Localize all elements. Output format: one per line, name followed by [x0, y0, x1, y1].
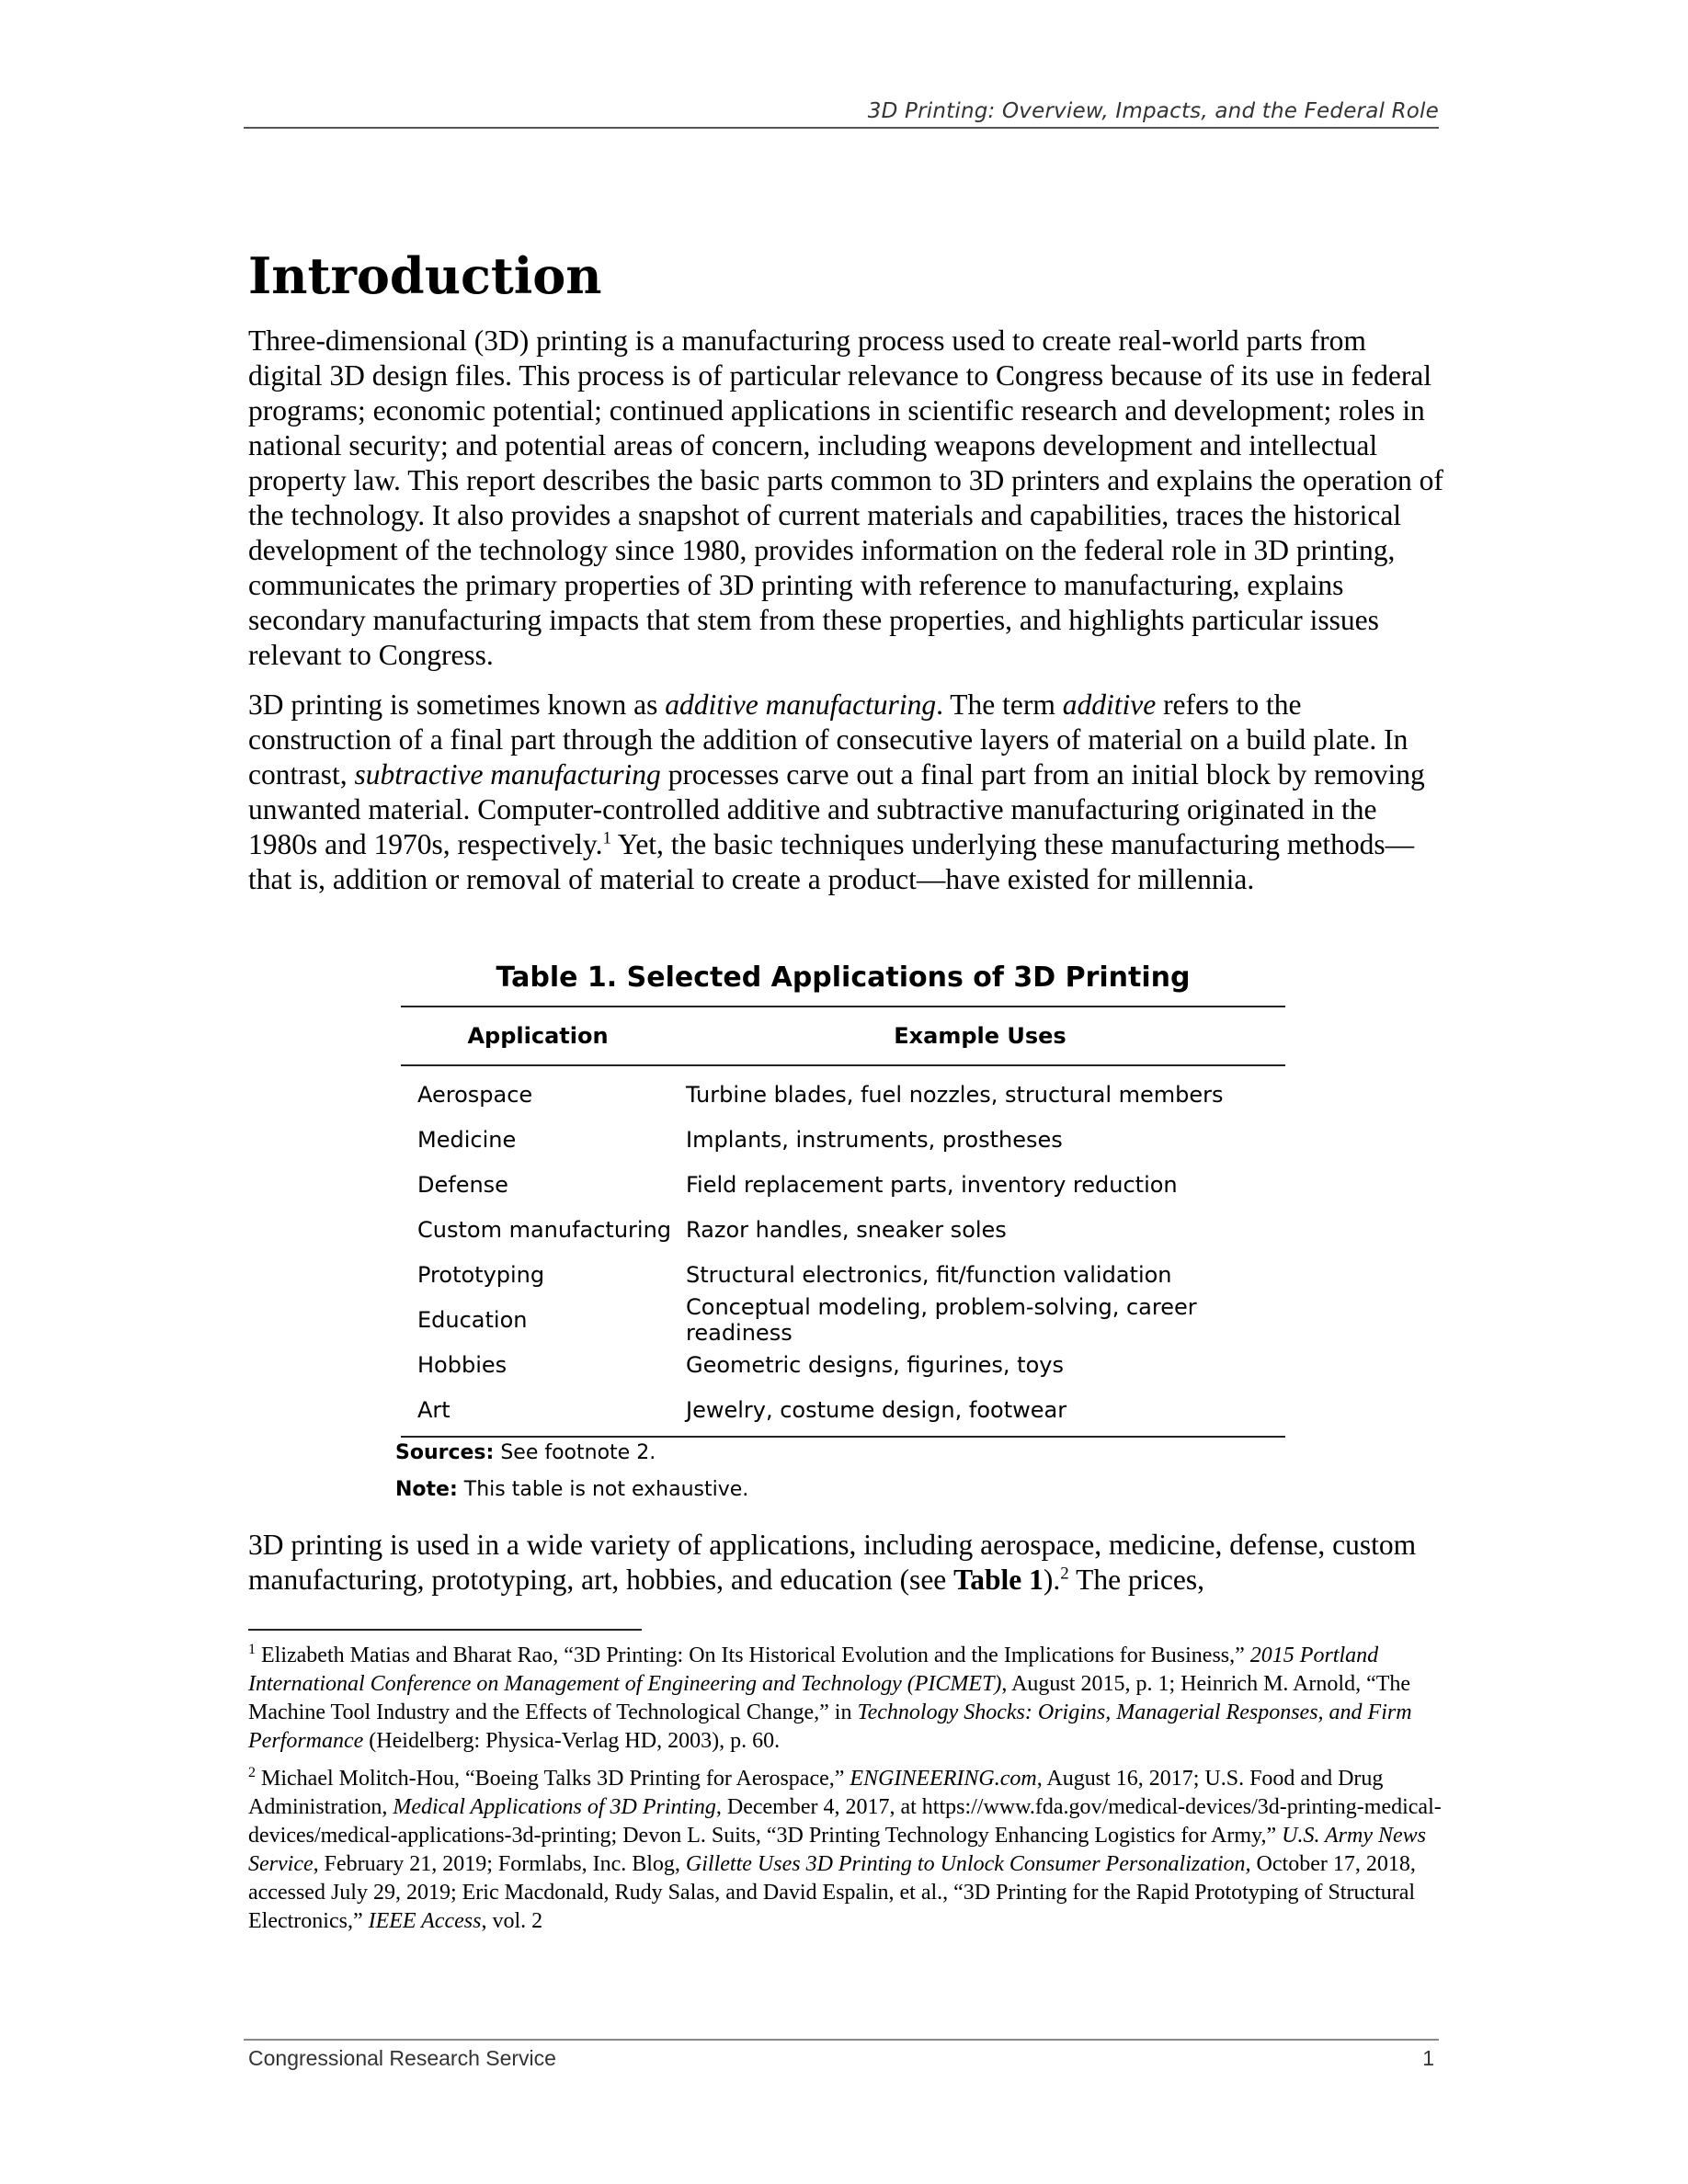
- table-row: [401, 1207, 1285, 1252]
- footnote-number: 2: [248, 1765, 256, 1780]
- p3-text: ).: [1043, 1564, 1061, 1596]
- example-uses-cell: Conceptual modeling, problem-solving, career readiness: [686, 1293, 1197, 1346]
- application-cell: Art: [417, 1396, 451, 1423]
- table-row: [401, 1162, 1285, 1207]
- running-header: 3D Printing: Overview, Impacts, and the Federal Role: [867, 99, 1439, 123]
- footnote-1: [248, 1642, 1443, 1756]
- footer-publisher: Congressional Research Service: [248, 2046, 556, 2070]
- p2-term-additive-manufacturing: additive manufacturing: [665, 688, 937, 721]
- fn-text: (Heidelberg: Physica-Verlag HD, 2003), p. 60.: [363, 1729, 781, 1753]
- application-cell: Prototyping: [417, 1261, 545, 1288]
- footnotes: [248, 1642, 1443, 1945]
- application-cell: Defense: [417, 1171, 508, 1198]
- footnote-ref-2[interactable]: 2: [1060, 1564, 1069, 1584]
- p2-text: . The term: [936, 688, 1063, 721]
- fn-text: , February 21, 2019; Formlabs, Inc. Blog,: [313, 1852, 686, 1876]
- applications-paragraph: [248, 1528, 1443, 1598]
- note-text: This table is not exhaustive.: [457, 1478, 749, 1501]
- table-title: Table 1. Selected Applications of 3D Printing: [496, 961, 1191, 994]
- fn-text: Michael Molitch-Hou, “Boeing Talks 3D Printing for Aerospace,”: [256, 1767, 850, 1791]
- fn-text: , August 2015, p. 1; Heinrich M. Arnold, “The Machine Tool Industry and the Effects of Technological Change,” in: [248, 1672, 1411, 1724]
- intro-paragraph-1: Three-dimensional (3D) printing is a manufacturing process used to create real-world parts from digital 3D design files. This process is of particular relevance to Congress because of its use in federal programs; economic potential; continued applications in scientific research and development; roles in national security; and potential areas of concern, including weapons development and intellectual property law. This report describes the basic parts common to 3D printers and explains the operation of the technology. It also provides a snapshot of current materials and capabilities, traces the historical development of the technology since 1980, provides information on the federal role in 3D printing, communicates the primary properties of 3D printing with reference to manufacturing, explains secondary manufacturing impacts that stem from these properties, and highlights particular issues relevant to Congress.: [248, 324, 1443, 671]
- fn-text: , August 16, 2017; U.S. Food and Drug Administration,: [248, 1767, 1384, 1819]
- footnote-2: [248, 1765, 1443, 1936]
- table-row: [401, 1342, 1285, 1387]
- page-number: 1: [1422, 2046, 1434, 2070]
- application-cell: Medicine: [417, 1126, 517, 1153]
- column-header-example-uses: Example Uses: [894, 1023, 1066, 1049]
- table-header-row: [401, 1007, 1285, 1066]
- p2-term-subtractive-manufacturing: subtractive manufacturing: [354, 758, 661, 791]
- fn-text: , vol. 2: [481, 1909, 543, 1933]
- fn-italic: Technology Shocks: Origins, Managerial Responses, and Firm Performance: [248, 1701, 1412, 1753]
- fn-text: October 17, 2018, accessed July 29, 2019; Eric Macdonald, Rudy Salas, and David Espalin, et al., “3D Printing for the Rapid Prototyping of Structural Electronics,”: [248, 1852, 1416, 1933]
- table-row: [401, 1072, 1285, 1117]
- example-uses-cell: Field replacement parts, inventory reduction: [686, 1171, 1178, 1198]
- table-row: [401, 1293, 1285, 1346]
- applications-table: [401, 1006, 1285, 1438]
- footnote-separator: [248, 1629, 642, 1631]
- table-row: [401, 1252, 1285, 1297]
- fn-italic: U.S. Army News Service: [248, 1824, 1426, 1876]
- example-uses-cell: Implants, instruments, prostheses: [686, 1126, 1063, 1153]
- fn-italic: ENGINEERING.com: [850, 1767, 1037, 1791]
- fn-italic: 2015 Portland International Conference on Management of Engineering and Technology (PICMET): [248, 1644, 1379, 1696]
- table-note: [395, 1478, 748, 1501]
- p2-term-additive: additive: [1062, 688, 1157, 721]
- fn-text: , December 4, 2017, at https://www.fda.gov/medical-devices/3d-printing-medical-devices/medical-applications-3d-printing; Devon L. Suits, “3D Printing Technology Enhancing Logistics for Army,”: [248, 1795, 1442, 1848]
- p3-text: 3D printing is used in a wide variety of applications, including aerospace, medicine, defense, custom manufacturing, prototyping, art, hobbies, and education (see: [248, 1529, 1417, 1596]
- p3-text: The prices,: [1068, 1564, 1205, 1596]
- p2-text: 3D printing is sometimes known as: [248, 688, 666, 721]
- table-sources: [395, 1441, 656, 1464]
- footer-rule: [244, 2039, 1439, 2041]
- sources-label: Sources:: [395, 1441, 495, 1464]
- fn-italic: Medical Applications of 3D Printing: [393, 1795, 716, 1819]
- table-row: [401, 1117, 1285, 1162]
- example-uses-cell: Turbine blades, fuel nozzles, structural members: [686, 1081, 1224, 1108]
- header-rule: [244, 127, 1439, 129]
- application-cell: Aerospace: [417, 1081, 533, 1108]
- example-uses-cell: Geometric designs, figurines, toys: [686, 1351, 1064, 1378]
- footnote-ref-1[interactable]: 1: [602, 828, 612, 848]
- example-uses-cell: Jewelry, costume design, footwear: [686, 1396, 1067, 1423]
- application-cell: Custom manufacturing: [417, 1216, 672, 1243]
- footnote-number: 1: [248, 1642, 256, 1657]
- example-uses-cell: Razor handles, sneaker soles: [686, 1216, 1007, 1243]
- application-cell: Education: [417, 1306, 528, 1333]
- note-label: Note:: [395, 1478, 458, 1501]
- example-uses-cell: Structural electronics, fit/function validation: [686, 1261, 1172, 1288]
- p2-text: Yet, the basic techniques underlying these manufacturing methods—that is, addition or removal of material to create a product—have existed for millennia.: [248, 828, 1415, 895]
- intro-paragraph-2: [248, 688, 1443, 897]
- sources-text: See footnote 2.: [494, 1441, 656, 1464]
- column-header-application: Application: [467, 1023, 609, 1049]
- application-cell: Hobbies: [417, 1351, 508, 1378]
- table-reference-link[interactable]: Table 1: [953, 1564, 1044, 1596]
- table-body: [401, 1066, 1285, 1436]
- table-row: [401, 1387, 1285, 1432]
- p2-text: processes carve out a final part from an initial block by removing unwanted material. Computer-controlled additive and subtractive manufacturing originated in the 1980s and 1970s, respectively.: [248, 758, 1425, 860]
- p2-text: refers to the construction of a final part through the addition of consecutive layers of material on a build plate. In contrast,: [248, 688, 1409, 791]
- fn-italic: IEEE Access: [368, 1909, 482, 1933]
- fn-italic: Gillette Uses 3D Printing to Unlock Consumer Personalization,: [685, 1852, 1251, 1876]
- section-heading: Introduction: [248, 246, 602, 305]
- fn-text: Elizabeth Matias and Bharat Rao, “3D Printing: On Its Historical Evolution and the Implications for Business,”: [256, 1644, 1250, 1667]
